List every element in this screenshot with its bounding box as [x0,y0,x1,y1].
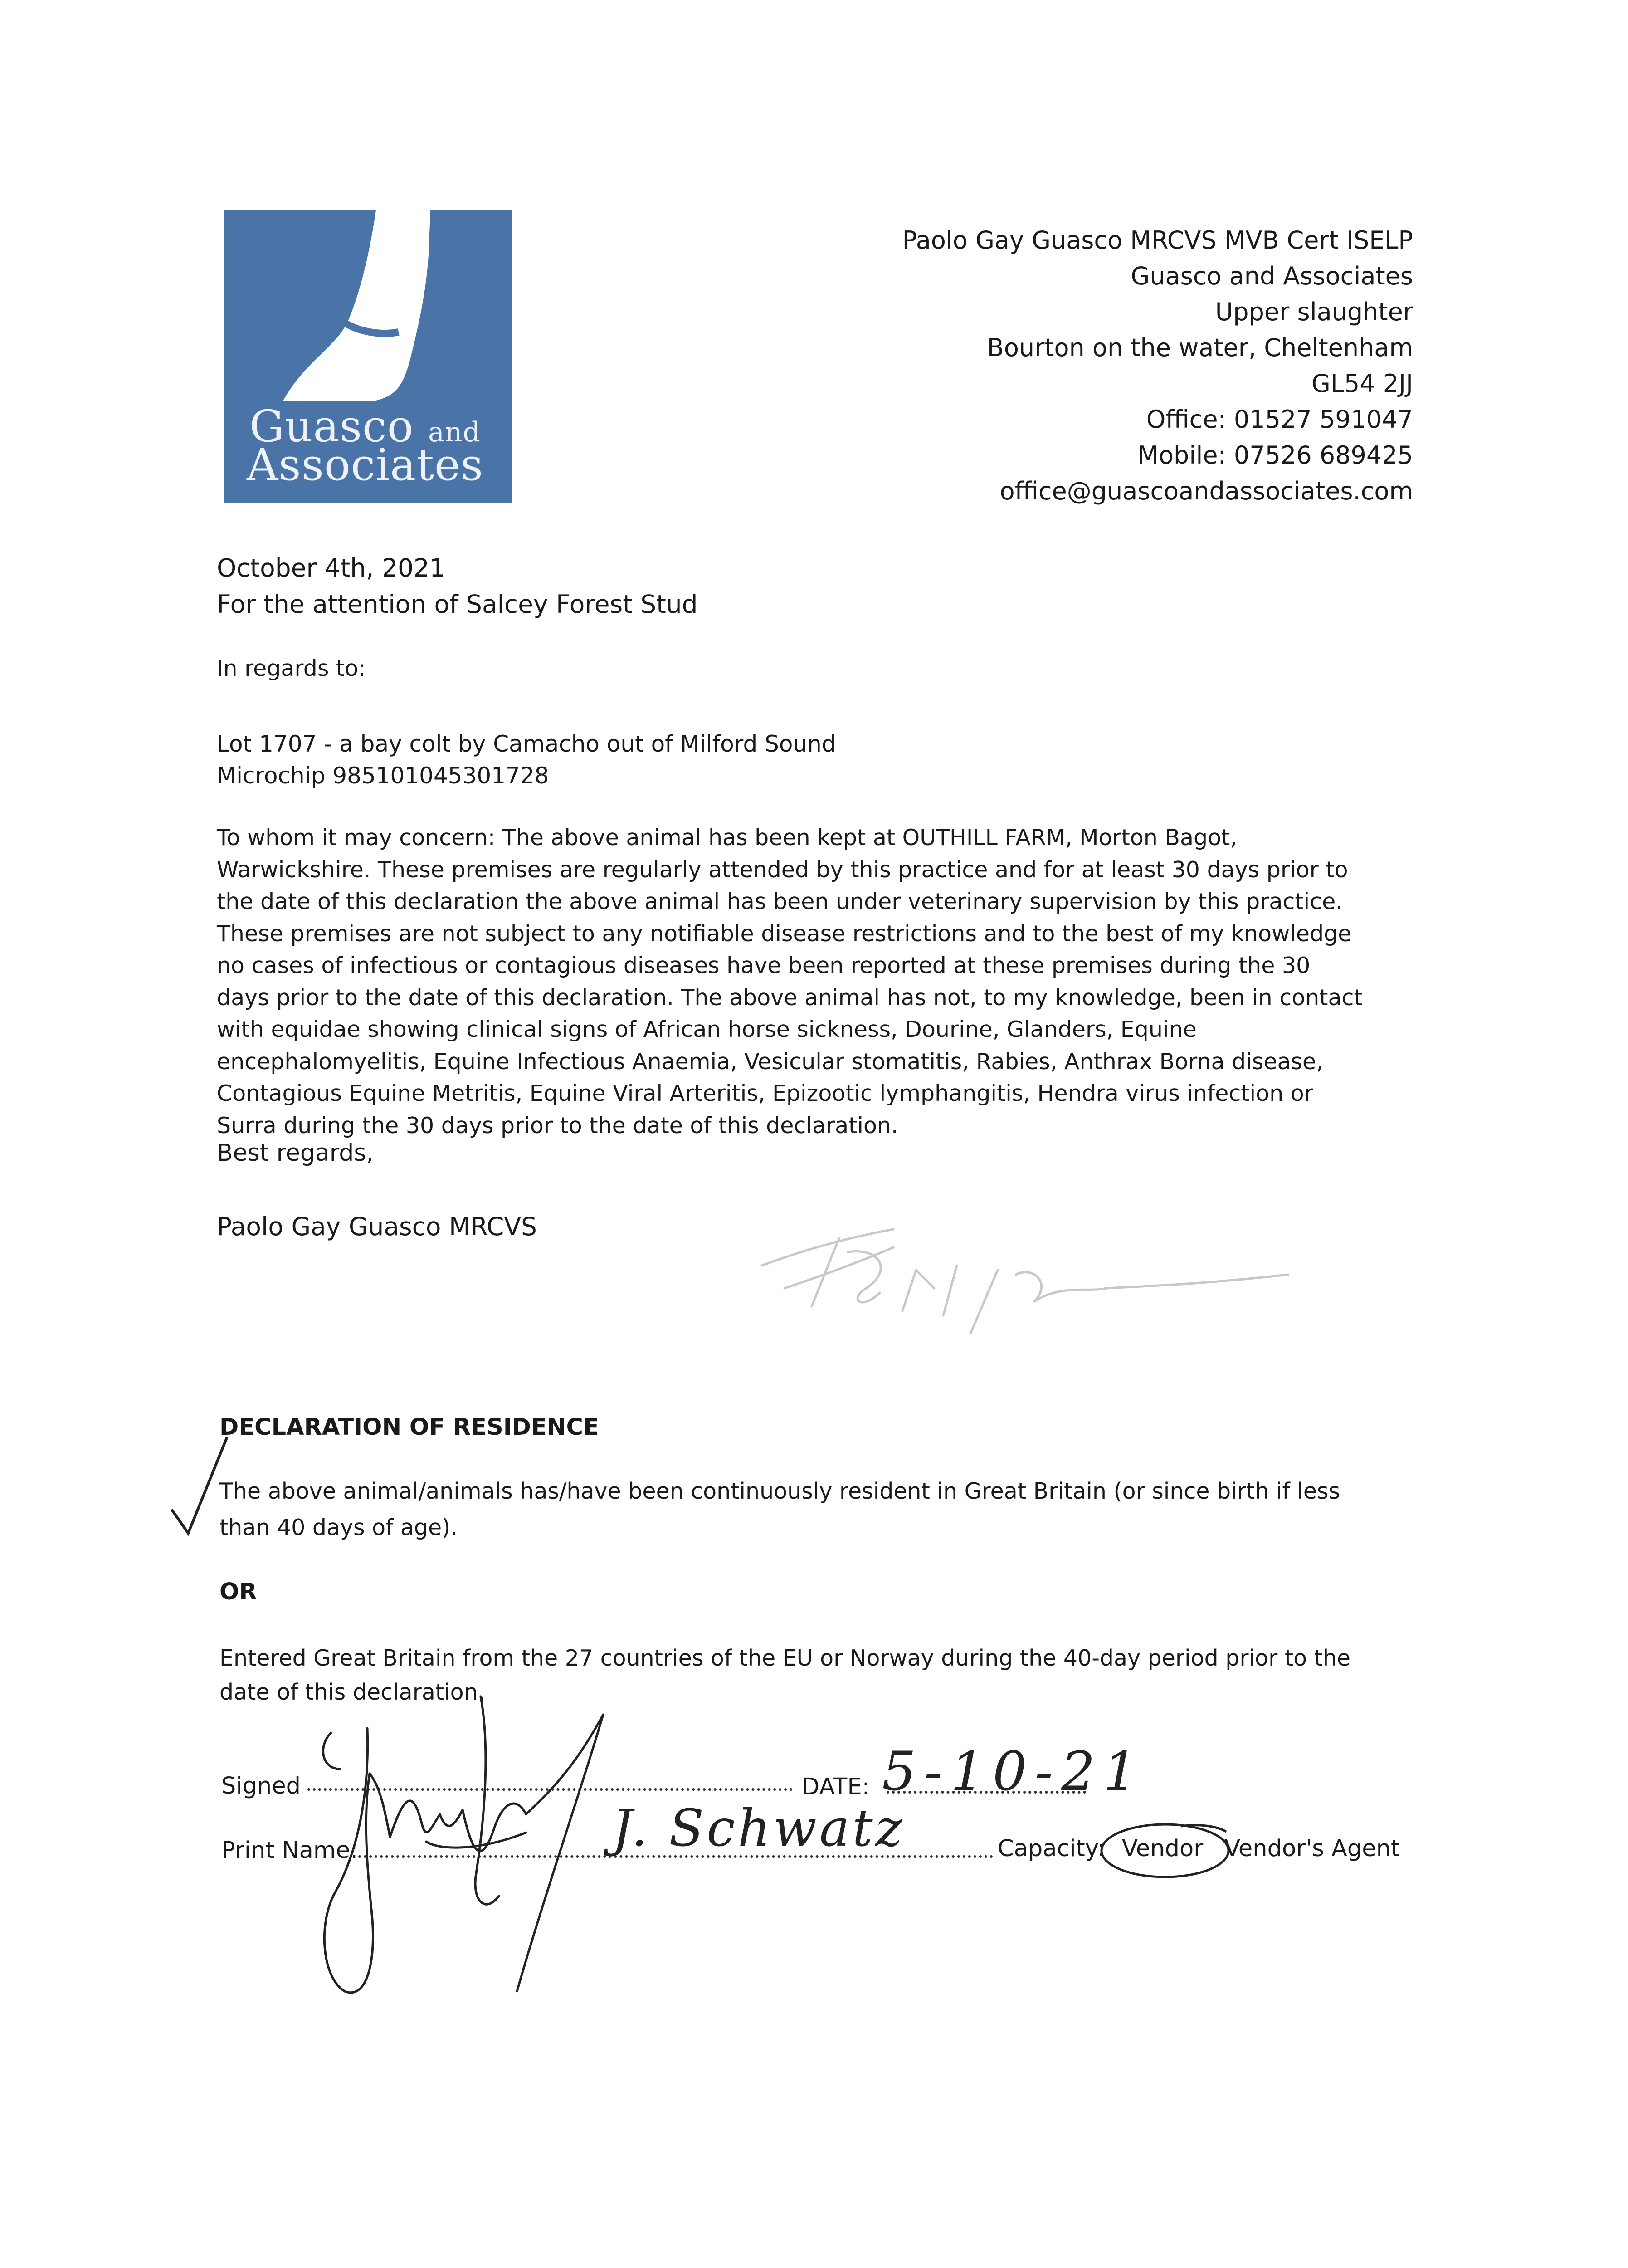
declaration-heading: DECLARATION OF RESIDENCE [219,1414,599,1441]
company-logo [224,210,512,503]
body-line: Contagious Equine Metritis, Equine Viral Arteritis, Epizootic lymphangitis, Hendra virus infection or [217,1080,1313,1106]
date-label: DATE: [802,1774,870,1800]
address-line-1: Upper slaughter [1215,298,1413,326]
attention-line: For the attention of Salcey Forest Stud [217,590,698,619]
office-phone: Office: 01527 591047 [1146,405,1413,434]
handwritten-name: J. Schwatz [612,1799,905,1858]
handwritten-date: 5-10-21 [882,1740,1146,1803]
email-address: office@guascoandassociates.com [999,477,1413,505]
body-line: To whom it may concern: The above animal has been kept at OUTHILL FARM, Morton Bagot, [217,825,1237,850]
body-line: with equidae showing clinical signs of African horse sickness, Dourine, Glanders, Equine [217,1017,1197,1042]
body-line: no cases of infectious or contagious diseases have been reported at these premises during the 30 [217,953,1311,978]
vet-name: Paolo Gay Guasco MRCVS MVB Cert ISELP [902,226,1413,254]
print-name-label: Print Name: [221,1837,358,1864]
letter-date: October 4th, 2021 [217,553,445,582]
closing: Best regards, [217,1139,374,1167]
body-line: Warwickshire. These premises are regularly attended by this practice and for at least 30 days prior to [217,856,1348,883]
capacity-label: Capacity: [998,1835,1105,1862]
signer-name: Paolo Gay Guasco MRCVS [217,1212,537,1241]
residence-option-2: Entered Great Britain from the 27 countries of the EU or Norway during the 40-day period prior to the date of this declaration. [219,1645,1351,1705]
vet-signature [744,1198,1315,1343]
body-line: days prior to the date of this declaration. The above animal has not, to my knowledge, been in contact [217,984,1363,1011]
lot-description: Lot 1707 - a bay colt by Camacho out of Milford Sound [217,731,836,757]
capacity-option-vendor[interactable]: Vendor [1122,1835,1204,1862]
vendor-signature [290,1678,635,2005]
postcode: GL54 2JJ [1311,369,1413,398]
body-line: These premises are not subject to any notifiable disease restrictions and to the best of my knowledge [217,920,1352,947]
practice-name: Guasco and Associates [1131,262,1413,290]
letter-body [217,822,1423,1142]
mobile-phone: Mobile: 07526 689425 [1137,441,1413,469]
address-line-2: Bourton on the water, Cheltenham [987,333,1413,362]
residence-option-1: The above animal/animals has/have been continuously resident in Great Britain (or since birth if less than 40 days of age). [219,1478,1340,1540]
capacity-option-vendors-agent[interactable]: Vendor's Agent [1224,1835,1400,1862]
vendor-circle-mark [1090,1818,1235,1886]
microchip-number: Microchip 985101045301728 [217,763,549,789]
body-line: the date of this declaration the above animal has been under veterinary supervision by this practice. [217,889,1343,914]
body-line: Surra during the 30 days prior to the date of this declaration. [217,1112,898,1139]
body-line: encephalomyelitis, Equine Infectious Anaemia, Vesicular stomatitis, Rabies, Anthrax Borna disease, [217,1048,1323,1075]
regards-to-label: In regards to: [217,655,366,681]
or-label: OR [219,1579,257,1605]
logo-wordmark-line2: Associates [247,440,484,490]
logo-wordmark-line1: Guasco and [249,401,481,452]
signed-label: Signed [221,1773,301,1799]
letterhead-address [902,222,1413,509]
